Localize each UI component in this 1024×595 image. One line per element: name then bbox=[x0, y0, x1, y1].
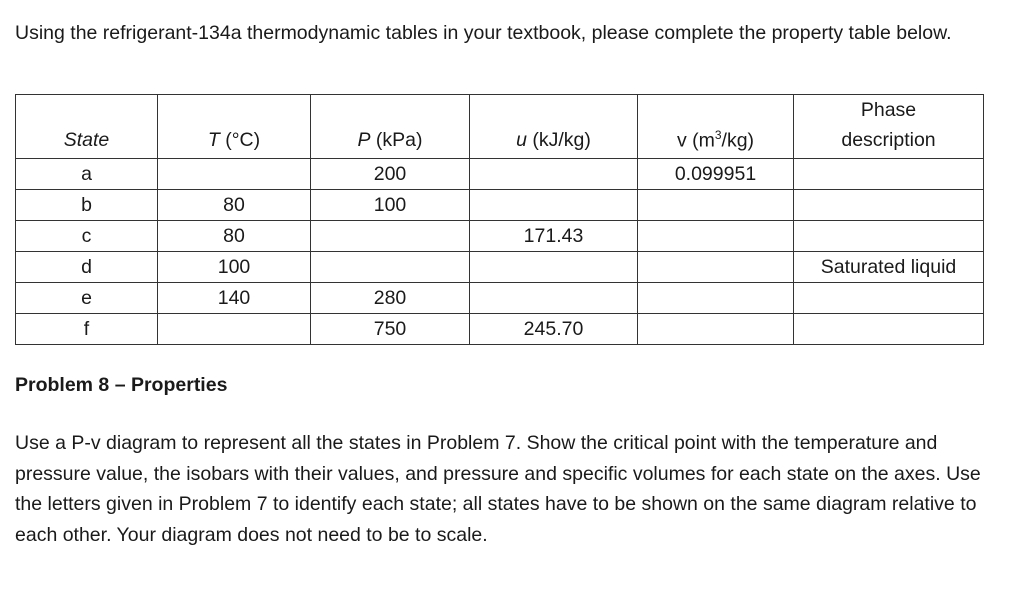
cell-phase bbox=[794, 190, 984, 221]
cell-internal-energy: 171.43 bbox=[470, 221, 638, 252]
table-row bbox=[16, 221, 984, 252]
header-phase-description: Phase description bbox=[794, 95, 984, 159]
cell-pressure: 280 bbox=[311, 283, 470, 314]
cell-internal-energy bbox=[470, 190, 638, 221]
cell-internal-energy: 245.70 bbox=[470, 314, 638, 345]
cell-state: b bbox=[16, 190, 158, 221]
header-internal-energy: u (kJ/kg) bbox=[470, 95, 638, 159]
header-pressure: P (kPa) bbox=[311, 95, 470, 159]
problem-heading: Problem 8 – Properties bbox=[15, 374, 228, 396]
cell-temperature: 140 bbox=[158, 283, 311, 314]
cell-pressure bbox=[311, 252, 470, 283]
cell-temperature: 100 bbox=[158, 252, 311, 283]
cell-state: f bbox=[16, 314, 158, 345]
cell-pressure: 200 bbox=[311, 159, 470, 190]
cell-internal-energy bbox=[470, 159, 638, 190]
cell-state: a bbox=[16, 159, 158, 190]
header-state: State bbox=[16, 95, 158, 159]
cell-internal-energy bbox=[470, 252, 638, 283]
cell-specific-volume bbox=[638, 190, 794, 221]
cell-pressure bbox=[311, 221, 470, 252]
cell-state: e bbox=[16, 283, 158, 314]
cell-state: d bbox=[16, 252, 158, 283]
cell-phase bbox=[794, 283, 984, 314]
table-row bbox=[16, 190, 984, 221]
cell-specific-volume bbox=[638, 221, 794, 252]
cell-specific-volume bbox=[638, 252, 794, 283]
table-row bbox=[16, 283, 984, 314]
cell-pressure: 750 bbox=[311, 314, 470, 345]
cell-pressure: 100 bbox=[311, 190, 470, 221]
cell-phase: Saturated liquid bbox=[794, 252, 984, 283]
table-row bbox=[16, 252, 984, 283]
cell-specific-volume bbox=[638, 283, 794, 314]
cell-phase bbox=[794, 314, 984, 345]
cell-internal-energy bbox=[470, 283, 638, 314]
table-row bbox=[16, 159, 984, 190]
property-table bbox=[15, 94, 984, 345]
header-specific-volume: v $(m^3/kg)$ bbox=[638, 95, 794, 159]
intro-text: Using the refrigerant-134a thermodynamic tables in your textbook, please complete the property table below. bbox=[15, 22, 952, 44]
cell-state: c bbox=[16, 221, 158, 252]
cell-temperature bbox=[158, 314, 311, 345]
cell-temperature bbox=[158, 159, 311, 190]
cell-specific-volume bbox=[638, 314, 794, 345]
header-temperature: T (°C) bbox=[158, 95, 311, 159]
cell-specific-volume: 0.099951 bbox=[638, 159, 794, 190]
problem-body-text: Use a P-v diagram to represent all the states in Problem 7. Show the critical point with the temperature and pressure value, the isobars with their values, and pressure and specific volumes for each state on the axes. Use the letters given in Problem 7 to identify each state; all states have to be shown on the same diagram relative to each other. Your diagram does not need to be to scale. bbox=[15, 432, 981, 546]
cell-temperature: 80 bbox=[158, 221, 311, 252]
cell-phase bbox=[794, 221, 984, 252]
cell-temperature: 80 bbox=[158, 190, 311, 221]
table-row bbox=[16, 314, 984, 345]
table-header-row bbox=[16, 95, 984, 159]
cell-phase bbox=[794, 159, 984, 190]
